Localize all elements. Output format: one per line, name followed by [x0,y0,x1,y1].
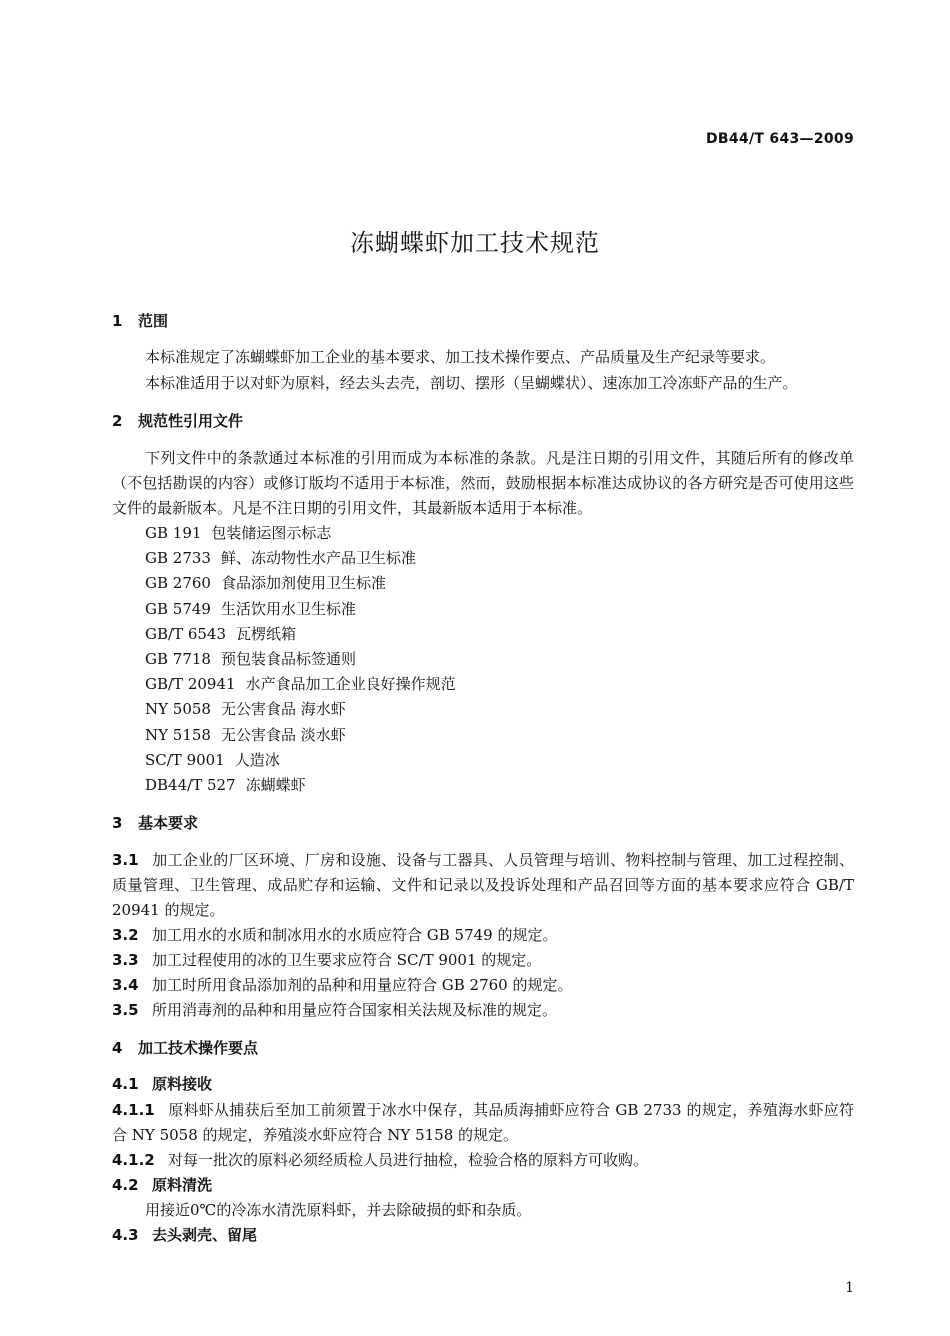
reference-item [145,548,416,568]
reference-item [145,750,280,770]
subsection-number: 4.1 [112,1075,139,1093]
section-2-heading [112,411,243,431]
section-title: 加工技术操作要点 [138,1039,259,1057]
reference-title: 人造冰 [234,750,280,769]
clause-number: 3.4 [112,976,139,994]
clause-number: 3.3 [112,951,139,969]
clause-text: 加工过程使用的冰的卫生要求应符合 SC/T 9001 的规定。 [152,951,542,969]
section-3-heading [112,813,198,833]
subsection-4-1-heading [112,1074,212,1094]
reference-code: NY 5058 [145,700,211,719]
clause-3-3 [112,950,541,970]
reference-item [145,775,306,795]
section-1-paragraph-2: 本标准适用于以对虾为原料，经去头去壳，剖切、摆形（呈蝴蝶状）、速冻加工冷冻虾产品的生产。 [145,374,798,392]
clause-3-1 [112,848,854,923]
reference-item [145,649,356,669]
clause-text: 加工企业的厂区环境、厂房和设施、设备与工器具、人员管理与培训、物料控制与管理、加工过程控制、质量管理、卫生管理、成品贮存和运输、文件和记录以及投诉处理和产品召回等方面的基本要求应符合 GB/T 20941 的规定。 [112,851,854,919]
reference-code: GB 2760 [145,574,211,593]
reference-item [145,674,456,694]
reference-title: 冻蝴蝶虾 [245,776,306,794]
reference-title: 瓦楞纸箱 [236,624,297,643]
reference-code: GB 2733 [145,549,211,568]
reference-code: GB 5749 [145,599,211,618]
standard-number: DB44/T 643—2009 [706,131,854,147]
reference-code: GB 7718 [145,650,211,668]
section-4-heading [112,1038,258,1058]
reference-item [145,523,331,543]
reference-item [145,573,386,593]
subsection-title: 原料接收 [152,1075,213,1093]
document-title: 冻蝴蝶虾加工技术规范 [350,229,600,257]
clause-3-5 [112,1000,557,1020]
reference-code: NY 5158 [145,725,211,744]
subsection-4-3-heading [112,1225,257,1245]
subsection-number: 4.3 [112,1226,139,1244]
reference-title: 水产食品加工企业良好操作规范 [245,675,456,694]
section-2-intro: 下列文件中的条款通过本标准的引用而成为本标准的条款。凡是注日期的引用文件，其随后所有的修改单（不包括勘误的内容）或修订版均不适用于本标准，然而，鼓励根据本标准达成协议的各方研究是否可使用这些文件的最新版本。凡是不注日期的引用文件，其最新版本适用于本标准。 [112,449,854,517]
clause-text: 加工用水的水质和制冰用水的水质应符合 GB 5749 的规定。 [152,926,558,944]
subsection-4-2-heading [112,1175,212,1195]
clause-number: 3.5 [112,1001,139,1019]
clause-number: 3.2 [112,926,139,944]
section-number: 2 [112,412,123,430]
subsection-title: 去头剥壳、留尾 [152,1226,258,1244]
reference-code: DB44/T 527 [145,776,236,794]
clause-number: 4.1.2 [112,1151,155,1169]
clause-text: 对每一批次的原料必须经质检人员进行抽检，检验合格的原料方可收购。 [168,1151,649,1169]
reference-title: 包装储运图示标志 [211,524,332,542]
page-number: 1 [845,1280,854,1296]
clause-4-1-1 [112,1098,854,1148]
clause-number: 3.1 [112,851,139,869]
clause-4-1-2 [112,1150,648,1170]
reference-title: 生活饮用水卫生标准 [220,599,356,618]
reference-title: 鲜、冻动物性水产品卫生标准 [220,549,416,568]
reference-code: GB/T 6543 [145,624,227,643]
clause-3-2 [112,925,558,945]
reference-item [145,599,356,619]
section-number: 3 [112,814,123,832]
reference-item [145,725,346,745]
reference-title: 食品添加剂使用卫生标准 [220,574,386,593]
reference-code: GB 191 [145,524,202,542]
reference-code: SC/T 9001 [145,750,225,769]
reference-title: 无公害食品 海水虾 [220,700,346,719]
reference-item [145,699,346,719]
reference-item [145,624,296,644]
section-1-heading [112,311,168,331]
section-number: 4 [112,1039,123,1057]
section-number: 1 [112,312,123,330]
subsection-title: 原料清洗 [152,1176,213,1194]
subsection-4-2-text: 用接近0℃的冷冻水清洗原料虾，并去除破损的虾和杂质。 [145,1201,532,1219]
clause-text: 原料虾从捕获后至加工前须置于冰水中保存，其品质海捕虾应符合 GB 2733 的规定，养殖海水虾应符合 NY 5058 的规定，养殖淡水虾应符合 NY 5158 的规定。 [112,1101,854,1144]
clause-text: 加工时所用食品添加剂的品种和用量应符合 GB 2760 的规定。 [152,976,573,994]
reference-code: GB/T 20941 [145,675,236,694]
section-1-paragraph-1: 本标准规定了冻蝴蝶虾加工企业的基本要求、加工技术操作要点、产品质量及生产纪录等要求。 [145,348,776,366]
subsection-number: 4.2 [112,1176,139,1194]
clause-text: 所用消毒剂的品种和用量应符合国家相关法规及标准的规定。 [152,1001,558,1019]
section-title: 规范性引用文件 [138,412,244,430]
reference-title: 预包装食品标签通则 [220,650,356,668]
clause-3-4 [112,975,573,995]
section-title: 范围 [138,312,169,330]
clause-number: 4.1.1 [112,1101,155,1119]
reference-title: 无公害食品 淡水虾 [220,725,346,744]
section-title: 基本要求 [138,814,199,832]
